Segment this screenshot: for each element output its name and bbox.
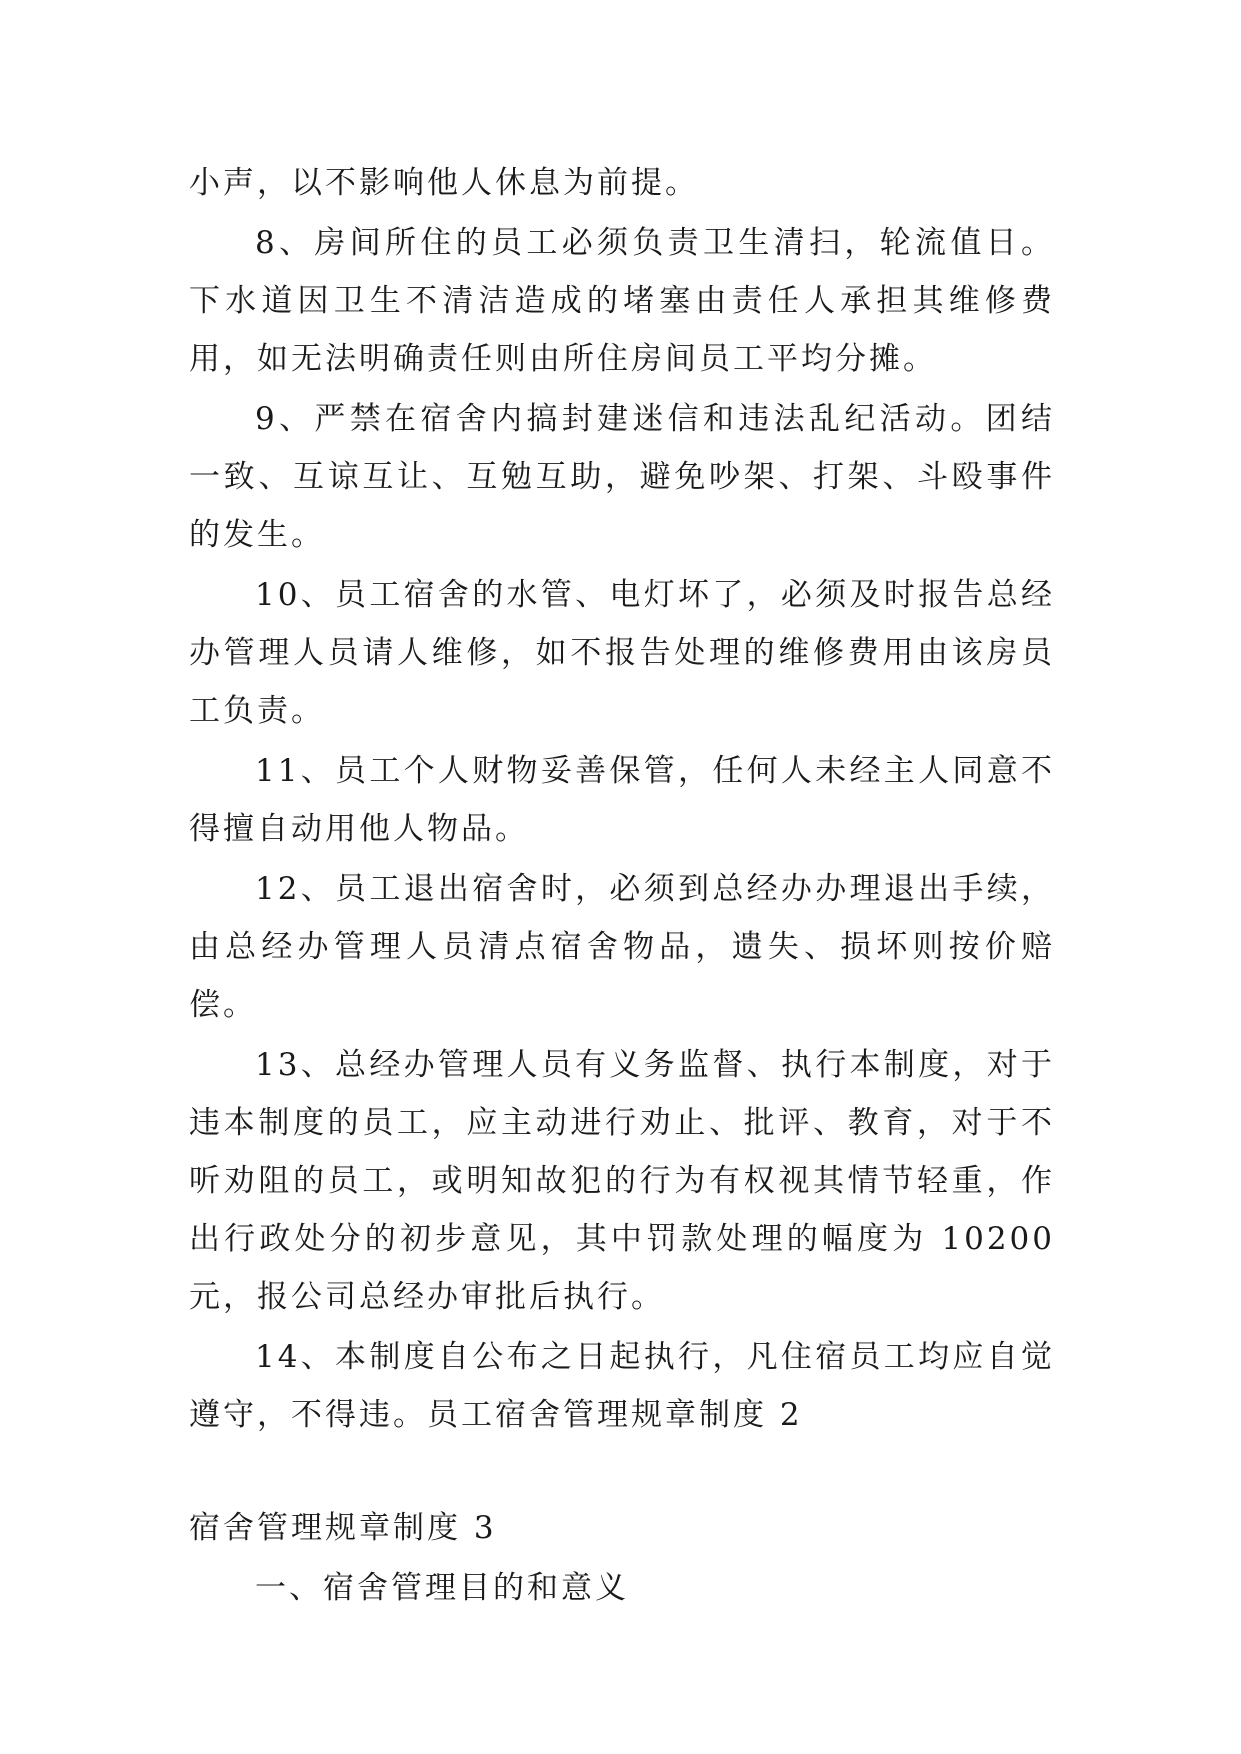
section-title: 宿舍管理规章制度 3 <box>189 1510 497 1546</box>
document-body <box>189 154 1055 1619</box>
paragraph-rule-9: 9、严禁在宿舍内搞封建迷信和违法乱纪活动。团结一致、互谅互让、互勉互助，避免吵架、打架、斗殴事件的发生。 <box>189 401 1055 553</box>
paragraph-rule-12: 12、员工退出宿舍时，必须到总经办办理退出手续，由总经办管理人员清点宿舍物品，遗失、损坏则按价赔偿。 <box>189 871 1055 1023</box>
paragraph-rule-14: 14、本制度自公布之日起执行，凡住宿员工均应自觉遵守，不得违。员工宿舍管理规章制度 2 <box>189 1339 1055 1433</box>
paragraph-rule-13: 13、总经办管理人员有义务监督、执行本制度，对于违本制度的员工，应主动进行劝止、批评、教育，对于不听劝阻的员工，或明知故犯的行为有权视其情节轻重，作出行政处分的初步意见，其中罚款处理的幅度为 10200 元，报公司总经办审批后执行。 <box>189 1047 1055 1315</box>
paragraph-rule-11: 11、员工个人财物妥善保管，任何人未经主人同意不得擅自动用他人物品。 <box>189 753 1055 847</box>
paragraph-continuation: 小声，以不影响他人休息为前提。 <box>189 165 699 201</box>
subsection-title: 一、宿舍管理目的和意义 <box>255 1570 629 1606</box>
paragraph-rule-8: 8、房间所住的员工必须负责卫生清扫，轮流值日。下水道因卫生不清洁造成的堵塞由责任人承担其维修费用，如无法明确责任则由所住房间员工平均分摊。 <box>189 225 1055 377</box>
paragraph-rule-10: 10、员工宿舍的水管、电灯坏了，必须及时报告总经办管理人员请人维修，如不报告处理的维修费用由该房员工负责。 <box>189 577 1055 729</box>
